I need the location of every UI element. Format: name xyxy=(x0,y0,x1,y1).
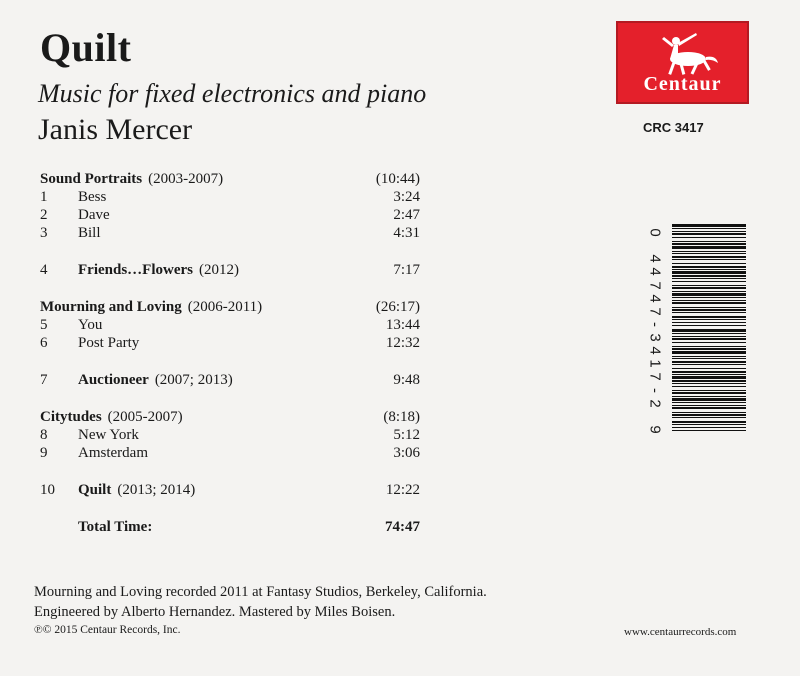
track-number: 2 xyxy=(40,207,48,223)
track-duration: 12:22 xyxy=(385,482,420,498)
barcode-bar xyxy=(672,414,746,416)
barcode-bar xyxy=(672,424,746,425)
barcode-bar xyxy=(672,285,746,286)
track-title xyxy=(78,206,110,224)
track-title-text: Post Party xyxy=(78,335,140,351)
barcode-bar xyxy=(672,322,746,323)
track-title-text: Sound Portraits xyxy=(40,171,143,187)
track-row xyxy=(40,261,420,279)
track-duration: 4:31 xyxy=(393,225,420,241)
barcode-digit: 7 xyxy=(646,281,664,290)
copyright-notice: ℗© 2015 Centaur Records, Inc. xyxy=(34,624,181,636)
barcode-bar xyxy=(672,307,746,308)
barcode-bar xyxy=(672,246,746,249)
track-title xyxy=(78,188,106,206)
barcode-bar xyxy=(672,259,746,260)
track-duration: 3:06 xyxy=(393,445,420,461)
track-title-text: Dave xyxy=(78,207,110,223)
track-number: 3 xyxy=(40,225,48,241)
track-title-text: Amsterdam xyxy=(78,445,148,461)
barcode-bar xyxy=(672,405,746,406)
barcode-bar xyxy=(672,263,746,264)
barcode xyxy=(646,224,746,434)
track-row xyxy=(40,481,420,499)
barcode-bar xyxy=(672,386,746,387)
track-duration: 2:47 xyxy=(393,207,420,223)
barcode-digit: 4 xyxy=(646,346,664,355)
track-years: (2006-2011) xyxy=(187,299,263,315)
total-time-row xyxy=(40,518,420,536)
barcode-bar xyxy=(672,427,746,428)
track-duration: 3:24 xyxy=(393,189,420,205)
credits xyxy=(34,582,487,622)
barcode-bar xyxy=(672,329,746,332)
barcode-bars xyxy=(672,224,746,434)
logo-label: Centaur xyxy=(643,73,722,95)
barcode-bar xyxy=(672,297,746,298)
track-number: 8 xyxy=(40,427,48,443)
barcode-bar xyxy=(672,430,746,431)
barcode-bar xyxy=(672,383,746,384)
barcode-digit: 4 xyxy=(646,294,664,303)
track-duration: 12:32 xyxy=(385,335,420,351)
track-duration: (10:44) xyxy=(375,171,420,187)
barcode-bar xyxy=(672,287,746,289)
barcode-bar xyxy=(672,356,746,357)
barcode-digit: 4 xyxy=(646,254,664,263)
track-row xyxy=(40,426,420,444)
track-title-text: Friends…Flowers xyxy=(78,262,193,278)
work-heading xyxy=(40,170,420,188)
barcode-bar xyxy=(672,417,746,418)
track-title xyxy=(78,518,152,536)
barcode-bar xyxy=(672,348,746,350)
barcode-digit: - xyxy=(646,322,664,327)
track-title-text: Bill xyxy=(78,225,101,241)
track-title xyxy=(40,170,223,188)
credits-engineering: Engineered by Alberto Hernandez. Mastered by Miles Boisen. xyxy=(34,604,396,620)
track-duration: 74:47 xyxy=(385,519,420,535)
track-number: 10 xyxy=(40,482,55,498)
track-title xyxy=(40,408,183,426)
barcode-bar xyxy=(672,281,746,282)
track-row xyxy=(40,334,420,352)
barcode-bar xyxy=(672,241,746,242)
barcode-digit: 3 xyxy=(646,333,664,342)
track-title-text: Mourning and Loving xyxy=(40,299,182,315)
barcode-digit: 9 xyxy=(646,425,664,434)
track-number: 6 xyxy=(40,335,48,351)
barcode-bar xyxy=(672,351,746,354)
barcode-digit: - xyxy=(646,388,664,393)
track-number: 4 xyxy=(40,262,48,278)
barcode-bar xyxy=(672,278,746,279)
track-title-text: Total Time: xyxy=(78,519,153,535)
barcode-bar xyxy=(672,392,746,394)
track-row xyxy=(40,206,420,224)
work-heading xyxy=(40,408,420,426)
track-title xyxy=(40,298,262,316)
barcode-bar xyxy=(672,237,746,238)
track-row xyxy=(40,444,420,462)
barcode-bar xyxy=(672,269,746,270)
barcode-digit: 1 xyxy=(646,359,664,368)
track-number: 5 xyxy=(40,317,48,333)
album-subtitle: Music for fixed electronics and piano xyxy=(38,79,427,108)
barcode-bar xyxy=(672,338,746,340)
barcode-digits xyxy=(646,224,664,434)
barcode-bar xyxy=(672,266,746,268)
barcode-bar xyxy=(672,302,746,304)
track-title xyxy=(78,444,148,462)
barcode-bar xyxy=(672,319,746,320)
barcode-bar xyxy=(672,380,746,382)
barcode-bar xyxy=(672,309,746,311)
barcode-bar xyxy=(672,407,746,409)
track-title-text: Auctioneer xyxy=(78,372,149,388)
barcode-bar xyxy=(672,390,746,391)
track-row xyxy=(40,188,420,206)
track-title xyxy=(78,426,139,444)
barcode-digit: 0 xyxy=(646,228,664,237)
barcode-bar xyxy=(672,256,746,258)
track-title xyxy=(78,481,195,499)
barcode-bar xyxy=(672,275,746,277)
track-row xyxy=(40,224,420,242)
barcode-bar xyxy=(672,224,746,227)
barcode-bar xyxy=(672,342,746,343)
track-duration: (8:18) xyxy=(383,409,420,425)
catalog-number: CRC 3417 xyxy=(643,120,704,135)
centaur-logo xyxy=(616,21,749,104)
track-duration: 7:17 xyxy=(393,262,420,278)
barcode-bar xyxy=(672,398,746,401)
barcode-bar xyxy=(672,346,746,347)
track-row xyxy=(40,316,420,334)
track-years: (2012) xyxy=(198,262,239,278)
track-number: 9 xyxy=(40,445,48,461)
work-heading xyxy=(40,298,420,316)
barcode-digit: 7 xyxy=(646,307,664,316)
track-title xyxy=(78,371,233,389)
barcode-bar xyxy=(672,300,746,301)
barcode-bar xyxy=(672,271,746,274)
barcode-bar xyxy=(672,396,746,397)
barcode-bar xyxy=(672,253,746,254)
track-years: (2005-2007) xyxy=(107,409,183,425)
track-title xyxy=(78,334,139,352)
barcode-bar xyxy=(672,233,746,235)
barcode-bar xyxy=(672,293,746,296)
track-row xyxy=(40,371,420,389)
barcode-bar xyxy=(672,371,746,373)
track-number: 1 xyxy=(40,189,48,205)
track-years: (2003-2007) xyxy=(148,171,224,187)
barcode-bar xyxy=(672,358,746,359)
centaur-figure-icon xyxy=(648,29,720,77)
barcode-bar xyxy=(672,231,746,232)
barcode-digit: 2 xyxy=(646,399,664,408)
track-years: (2013; 2014) xyxy=(117,482,196,498)
track-title xyxy=(78,316,102,334)
barcode-bar xyxy=(672,336,746,337)
track-duration: 13:44 xyxy=(385,317,420,333)
track-duration: (26:17) xyxy=(375,299,420,315)
track-title-text: Citytudes xyxy=(40,409,102,425)
barcode-bar xyxy=(672,316,746,318)
track-title-text: You xyxy=(78,317,103,333)
track-number: 7 xyxy=(40,372,48,388)
barcode-bar xyxy=(672,361,746,363)
track-title-text: New York xyxy=(78,427,139,443)
barcode-bar xyxy=(672,228,746,229)
album-title: Quilt xyxy=(40,25,132,70)
track-duration: 5:12 xyxy=(393,427,420,443)
barcode-bar xyxy=(672,402,746,403)
track-duration: 9:48 xyxy=(393,372,420,388)
barcode-bar xyxy=(672,243,746,245)
barcode-bar xyxy=(672,368,746,369)
website-url: www.centaurrecords.com xyxy=(624,626,737,638)
barcode-digit: 4 xyxy=(646,267,664,276)
track-title xyxy=(78,261,239,279)
barcode-bar xyxy=(672,376,746,379)
composer-name: Janis Mercer xyxy=(38,113,193,146)
track-title-text: Bess xyxy=(78,189,107,205)
track-title xyxy=(78,224,101,242)
credits-recording: Mourning and Loving recorded 2011 at Fantasy Studios, Berkeley, California. xyxy=(34,584,487,600)
track-title-text: Quilt xyxy=(78,482,112,498)
barcode-digit: 7 xyxy=(646,372,664,381)
barcode-bar xyxy=(672,291,746,292)
barcode-bar xyxy=(672,312,746,313)
track-years: (2007; 2013) xyxy=(154,372,233,388)
barcode-bar xyxy=(672,374,746,375)
barcode-bar xyxy=(672,412,746,413)
barcode-bar xyxy=(672,333,746,334)
barcode-bar xyxy=(672,251,746,252)
barcode-bar xyxy=(672,364,746,365)
barcode-bar xyxy=(672,325,746,326)
barcode-bar xyxy=(672,421,746,423)
